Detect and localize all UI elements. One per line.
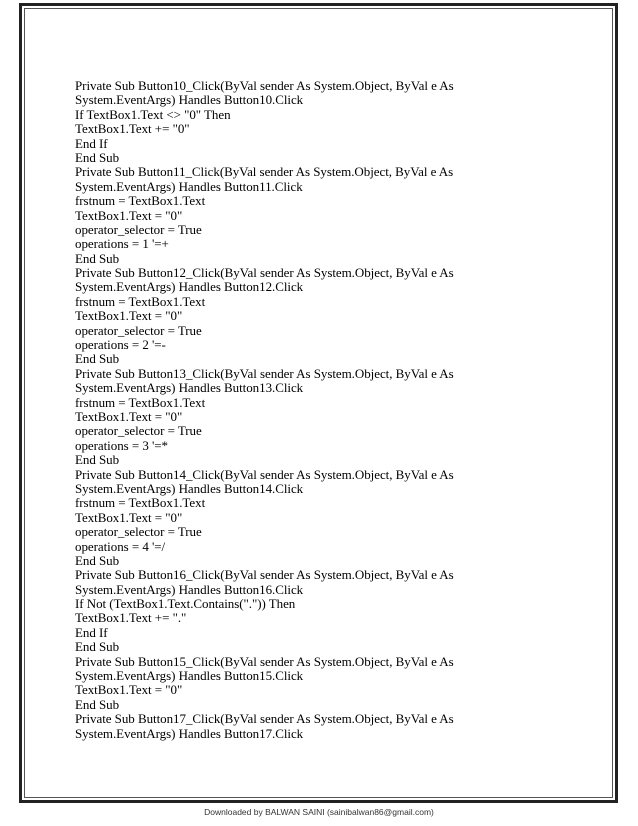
code-line: operations = 4 '=/ — [75, 538, 166, 554]
code-line: frstnum = TextBox1.Text — [75, 495, 206, 511]
code-line: operations = 3 '=* — [75, 437, 169, 453]
code-line: frstnum = TextBox1.Text — [75, 193, 206, 209]
code-line: operations = 2 '=- — [75, 337, 166, 353]
download-footer: Downloaded by BALWAN SAINI (sainibalwan86@gmail.com) — [204, 807, 434, 817]
code-line: TextBox1.Text = "0" — [75, 682, 183, 698]
code-line: Private Sub Button16_Click(ByVal sender As System.Object, ByVal e As — [75, 567, 454, 583]
code-line: End Sub — [75, 452, 120, 468]
code-line: Private Sub Button14_Click(ByVal sender As System.Object, ByVal e As — [75, 466, 454, 482]
code-line: frstnum = TextBox1.Text — [75, 293, 206, 309]
code-line: End If — [75, 135, 108, 151]
code-line: TextBox1.Text = "0" — [75, 207, 183, 223]
code-line: System.EventArgs) Handles Button14.Click — [75, 480, 304, 496]
code-line: End Sub — [75, 149, 120, 165]
code-listing — [75, 79, 595, 741]
code-line: Private Sub Button12_Click(ByVal sender As System.Object, ByVal e As — [75, 265, 454, 281]
code-line: operator_selector = True — [75, 221, 202, 237]
code-line: If TextBox1.Text <> "0" Then — [75, 106, 231, 122]
code-line: System.EventArgs) Handles Button10.Click — [75, 92, 304, 108]
code-line: End Sub — [75, 696, 120, 712]
code-line: TextBox1.Text = "0" — [75, 308, 183, 324]
code-line: operator_selector = True — [75, 322, 202, 338]
code-line: System.EventArgs) Handles Button15.Click — [75, 668, 304, 684]
code-line: Private Sub Button13_Click(ByVal sender As System.Object, ByVal e As — [75, 365, 454, 381]
code-line: frstnum = TextBox1.Text — [75, 394, 206, 410]
code-line: End Sub — [75, 552, 120, 568]
code-line: End Sub — [75, 351, 120, 367]
code-line: End Sub — [75, 250, 120, 266]
code-line: TextBox1.Text = "0" — [75, 509, 183, 525]
code-line: If Not (TextBox1.Text.Contains(".")) Then — [75, 596, 296, 612]
code-line: operations = 1 '=+ — [75, 236, 169, 252]
code-line: System.EventArgs) Handles Button17.Click — [75, 725, 304, 741]
code-line: TextBox1.Text += "0" — [75, 121, 190, 137]
code-line: operator_selector = True — [75, 524, 202, 540]
code-line: TextBox1.Text += "." — [75, 610, 187, 626]
code-line: System.EventArgs) Handles Button11.Click — [75, 178, 303, 194]
code-line: Private Sub Button11_Click(ByVal sender As System.Object, ByVal e As — [75, 164, 454, 180]
code-line: TextBox1.Text = "0" — [75, 408, 183, 424]
code-line: System.EventArgs) Handles Button16.Click — [75, 581, 304, 597]
code-line: End Sub — [75, 639, 120, 655]
code-line: End If — [75, 624, 108, 640]
code-line: operator_selector = True — [75, 423, 202, 439]
code-line: System.EventArgs) Handles Button13.Click — [75, 380, 304, 396]
code-line: Private Sub Button15_Click(ByVal sender As System.Object, ByVal e As — [75, 653, 454, 669]
code-line: Private Sub Button10_Click(ByVal sender As System.Object, ByVal e As — [75, 78, 454, 93]
code-line: System.EventArgs) Handles Button12.Click — [75, 279, 304, 295]
code-line: Private Sub Button17_Click(ByVal sender As System.Object, ByVal e As — [75, 711, 454, 727]
